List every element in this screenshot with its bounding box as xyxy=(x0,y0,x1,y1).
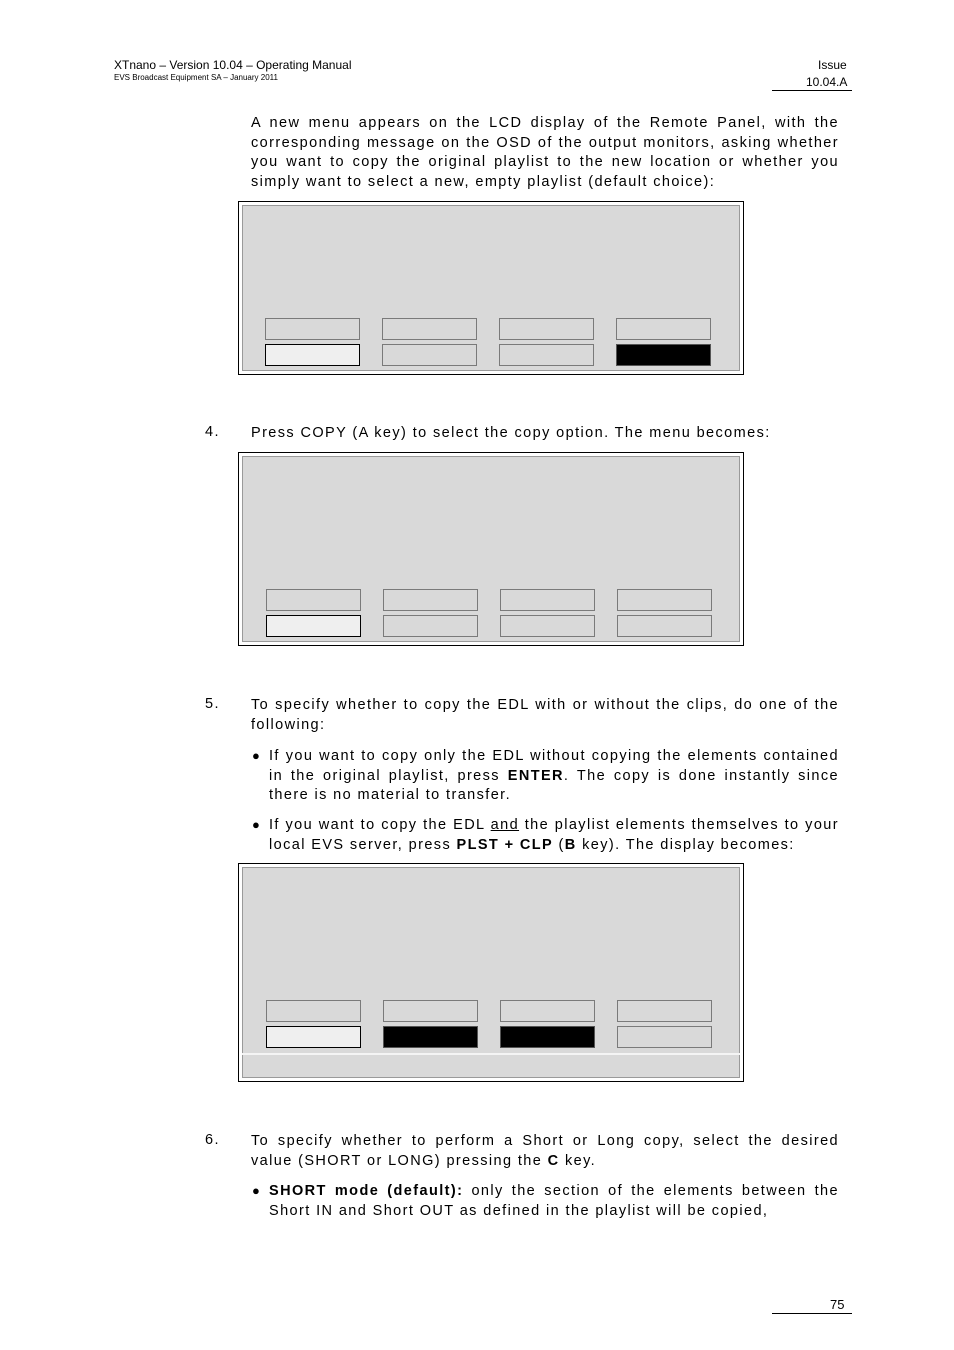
header-rule xyxy=(772,90,852,91)
issue-label: Issue xyxy=(818,58,847,72)
bullet-text: If you want to copy only the EDL without copying the elements contained in the original playlist, press xyxy=(269,748,839,784)
lcd-key-f3 xyxy=(499,318,594,340)
lcd-key-f1 xyxy=(266,589,361,611)
plst-clp-key-label: PLST + CLP xyxy=(456,836,554,853)
step-6-number: 6. xyxy=(205,1132,220,1148)
lcd-key-d xyxy=(617,615,712,637)
page-number: 75 xyxy=(830,1297,845,1312)
lcd-key-f2 xyxy=(383,589,478,611)
document-subtitle: EVS Broadcast Equipment SA – January 2011 xyxy=(114,73,278,82)
bullet-icon: ● xyxy=(252,817,260,832)
step-5-number: 5. xyxy=(205,696,220,712)
lcd-key-c xyxy=(499,344,594,366)
lcd-key-f4 xyxy=(616,318,711,340)
lcd-key-d xyxy=(617,1026,712,1048)
step-5-bullet-2 xyxy=(269,816,839,855)
lcd-key-f4 xyxy=(617,1000,712,1022)
step-text: To specify whether to perform a Short or Long copy, select the desired value (SHORT or LONG) pressing the xyxy=(251,1133,839,1169)
lcd-key-b xyxy=(383,615,478,637)
lcd-display-1 xyxy=(238,201,744,375)
step-5-bullet-1 xyxy=(269,747,839,806)
lcd-key-f3 xyxy=(500,1000,595,1022)
step-4-text: Press COPY (A key) to select the copy option. The menu becomes: xyxy=(251,425,771,441)
b-key-label: B xyxy=(564,836,577,853)
lcd-key-a xyxy=(266,1026,361,1048)
and-emphasis: and xyxy=(490,817,520,833)
lcd-key-a xyxy=(266,615,361,637)
bullet-text: the playlist elements themselves to your local EVS server, press xyxy=(269,817,839,853)
lcd-key-b xyxy=(382,344,477,366)
lcd-key-b xyxy=(383,1026,478,1048)
lcd-key-d xyxy=(616,344,711,366)
bullet-text: ( xyxy=(553,836,565,853)
bullet-text: If you want to copy the EDL xyxy=(269,817,491,833)
issue-number: 10.04.A xyxy=(806,75,848,89)
lcd-key-f1 xyxy=(265,318,360,340)
lcd-key-a xyxy=(265,344,360,366)
step-6-bullet-1 xyxy=(269,1182,839,1221)
lcd-status-line xyxy=(242,1053,740,1055)
lcd-display-3 xyxy=(238,863,744,1082)
bullet-icon: ● xyxy=(252,1183,260,1198)
bullet-text: key). The display becomes: xyxy=(576,836,795,853)
intro-paragraph: A new menu appears on the LCD display of the Remote Panel, with the corresponding message on the OSD of the output monitors, asking whether you want to copy the original playlist to the new location or whether you simply want to select a new, empty playlist (default choice): xyxy=(251,115,839,190)
step-4-number: 4. xyxy=(205,424,220,440)
lcd-key-c xyxy=(500,1026,595,1048)
document-title: XTnano – Version 10.04 – Operating Manual xyxy=(114,58,352,72)
lcd-display-2 xyxy=(238,452,744,646)
step-5-text: To specify whether to copy the EDL with or without the clips, do one of the following: xyxy=(251,697,839,733)
bullet-text: only the section of the elements between the Short IN and Short OUT as defined in the playlist will be copied, xyxy=(269,1183,839,1219)
lcd-key-f2 xyxy=(383,1000,478,1022)
c-key-label: C xyxy=(547,1152,560,1169)
enter-key-label: ENTER xyxy=(507,767,564,784)
lcd-key-f3 xyxy=(500,589,595,611)
bullet-icon: ● xyxy=(252,748,260,763)
bullet-text: . The copy is done instantly since there is no material to transfer. xyxy=(269,767,839,803)
step-text: key. xyxy=(559,1152,597,1169)
short-mode-label: SHORT mode (default): xyxy=(269,1183,464,1199)
footer-rule xyxy=(772,1313,852,1314)
lcd-key-f2 xyxy=(382,318,477,340)
lcd-key-f4 xyxy=(617,589,712,611)
lcd-key-f1 xyxy=(266,1000,361,1022)
step-6-text xyxy=(251,1132,839,1171)
lcd-key-c xyxy=(500,615,595,637)
